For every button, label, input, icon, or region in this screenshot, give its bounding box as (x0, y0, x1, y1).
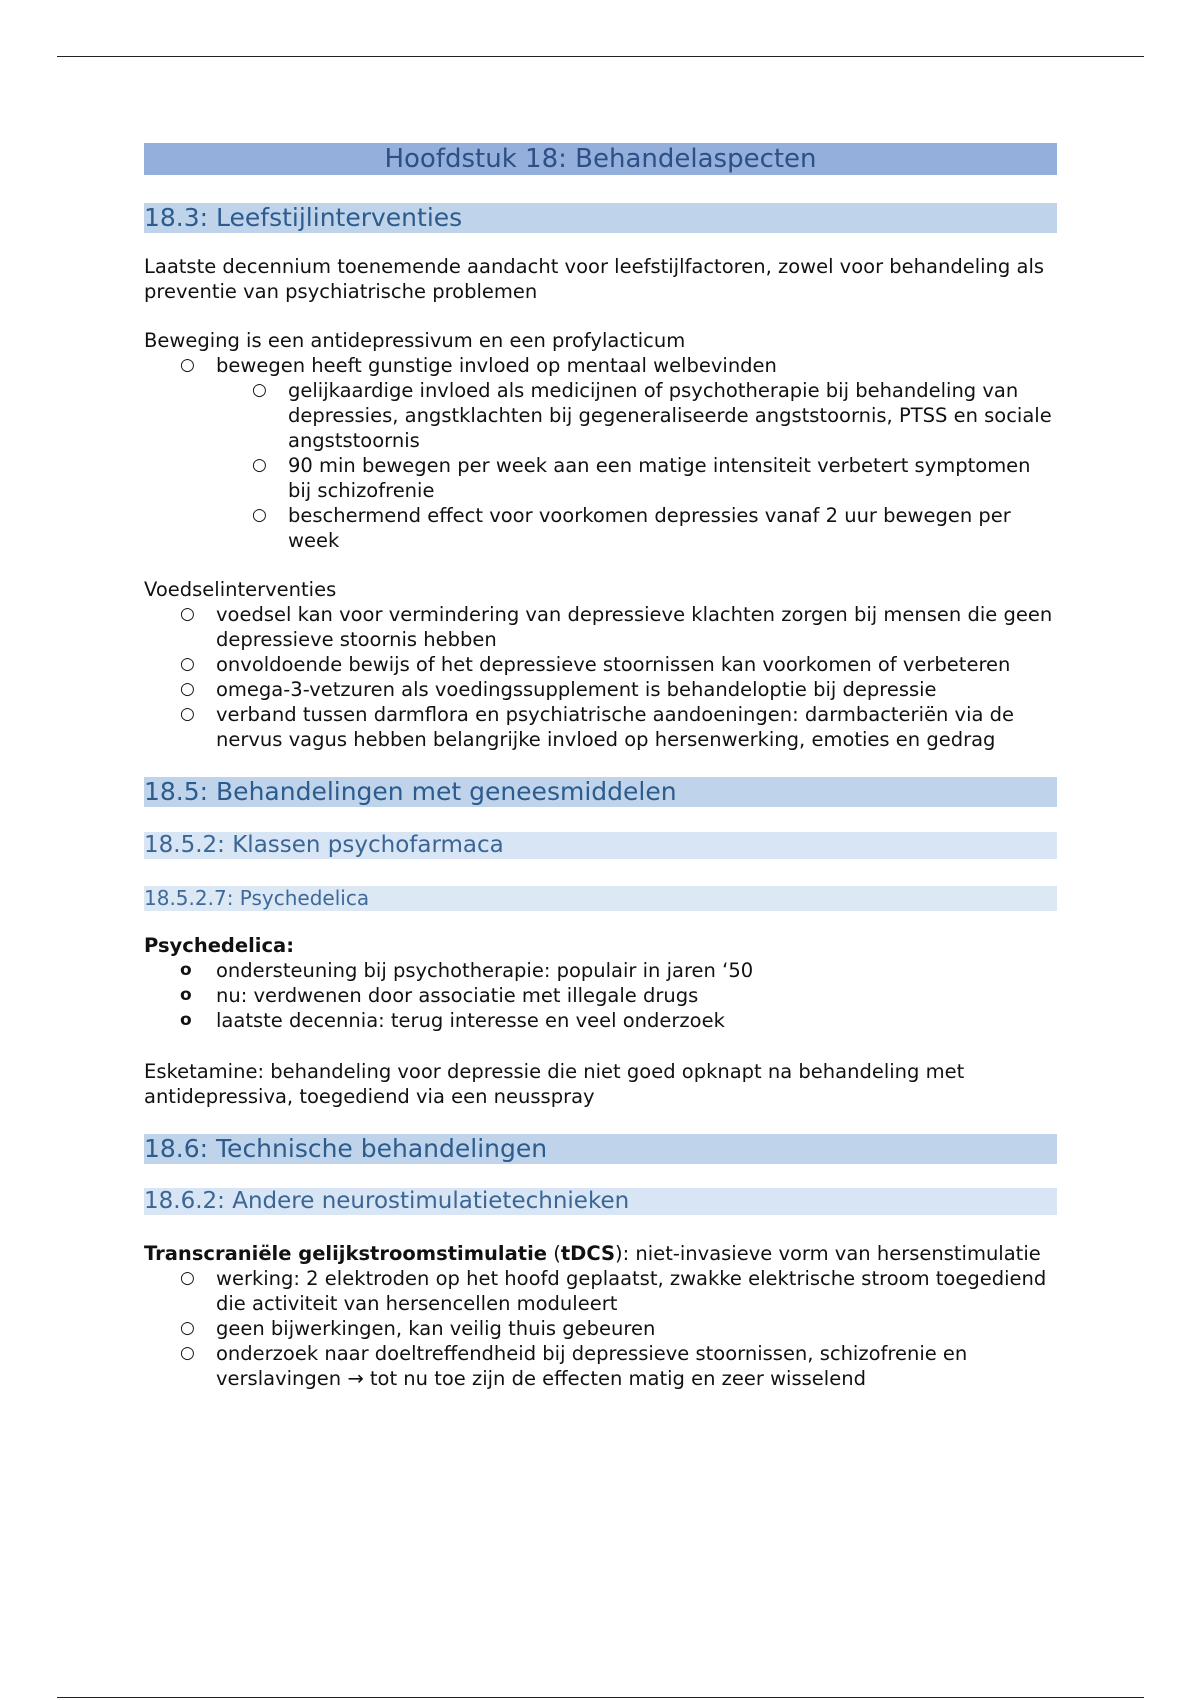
list-item: ○ voedsel kan voor vermindering van depressieve klachten zorgen bij mensen die geen depressieve stoornis hebben (180, 603, 1053, 651)
list-item: ○ verband tussen darmflora en psychiatrische aandoeningen: darmbacteriën via de nervus vagus hebben belangrijke invloed op hersenwerking, emoties en gedrag (180, 703, 1015, 751)
tdcs-abbr: tDCS (560, 1242, 616, 1265)
hollow-bullet-icon: ○ (180, 1268, 195, 1288)
subsection-heading-18-6-2: 18.6.2: Andere neurostimulatietechnieken (144, 1188, 1057, 1215)
tdcs-list (144, 1266, 1057, 1391)
voedsel-list (144, 602, 1057, 752)
page-top-rule (57, 56, 1144, 57)
list-item: ○ 90 min bewegen per week aan een matige intensiteit verbetert symptomen bij schizofrenie (252, 454, 1031, 502)
section-heading-18-5: 18.5: Behandelingen met geneesmiddelen (144, 777, 1057, 807)
subsection-heading-18-5-2: 18.5.2: Klassen psychofarmaca (144, 832, 1057, 859)
list-item: ○ onvoldoende bewijs of het depressieve stoornissen kan voorkomen of verbeteren (180, 653, 1011, 676)
list-item: o ondersteuning bij psychotherapie: populair in jaren ‘50 (180, 959, 754, 982)
section-heading-18-6: 18.6: Technische behandelingen (144, 1134, 1057, 1164)
leefstijl-intro: Laatste decennium toenemende aandacht voor leefstijlfactoren, zowel voor behandeling als preventie van psychiatrische problemen (144, 255, 1045, 303)
list-item: ○ onderzoek naar doeltreffendheid bij depressieve stoornissen, schizofrenie en verslavingen → tot nu toe zijn de effecten matig en zeer wisselend (180, 1342, 968, 1390)
hollow-bullet-icon: ○ (252, 505, 267, 525)
beweging-sublist (144, 378, 1057, 553)
beweging-list (144, 353, 1057, 378)
hollow-bullet-icon: ○ (180, 654, 195, 674)
beweging-lead: Beweging is een antidepressivum en een profylacticum (144, 329, 686, 352)
hollow-bullet-icon: ○ (180, 1318, 195, 1338)
hollow-bullet-icon: ○ (180, 355, 195, 375)
hollow-bullet-icon: ○ (252, 380, 267, 400)
list-item: o nu: verdwenen door associatie met illegale drugs (180, 984, 699, 1007)
bold-bullet-icon: o (180, 985, 192, 1005)
hollow-bullet-icon: ○ (180, 604, 195, 624)
page-content (144, 143, 1057, 1391)
tdcs-paragraph: Transcraniële gelijkstroomstimulatie (tDCS): niet-invasieve vorm van hersenstimulatie (144, 1242, 1041, 1265)
psychedelica-list (144, 958, 1057, 1033)
esketamine-paragraph: Esketamine: behandeling voor depressie die niet goed opknapt na behandeling met antidepressiva, toegediend via een neusspray (144, 1060, 965, 1108)
list-item: ○ beschermend effect voor voorkomen depressies vanaf 2 uur bewegen per week (252, 504, 1011, 552)
psychedelica-label: Psychedelica: (144, 934, 295, 957)
bold-bullet-icon: o (180, 1010, 192, 1030)
bold-bullet-icon: o (180, 960, 192, 980)
subsubsection-heading-18-5-2-7: 18.5.2.7: Psychedelica (144, 886, 1057, 911)
list-item: ○ bewegen heeft gunstige invloed op mentaal welbevinden (180, 354, 777, 377)
list-item: ○ omega-3-vetzuren als voedingssupplement is behandeloptie bij depressie (180, 678, 937, 701)
list-item: ○ geen bijwerkingen, kan veilig thuis gebeuren (180, 1317, 656, 1340)
hollow-bullet-icon: ○ (180, 1343, 195, 1363)
list-item: ○ gelijkaardige invloed als medicijnen of psychotherapie bij behandeling van depressies, angstklachten bij gegeneraliseerde angststoornis, PTSS en sociale angststoornis (252, 379, 1052, 452)
chapter-title: Hoofdstuk 18: Behandelaspecten (144, 143, 1057, 175)
voedsel-lead: Voedselinterventies (144, 578, 337, 601)
section-heading-18-3: 18.3: Leefstijlinterventies (144, 203, 1057, 233)
list-item: ○ werking: 2 elektroden op het hoofd geplaatst, zwakke elektrische stroom toegediend die activiteit van hersencellen moduleert (180, 1267, 1047, 1315)
page-bottom-rule (57, 1697, 1144, 1698)
hollow-bullet-icon: ○ (180, 704, 195, 724)
hollow-bullet-icon: ○ (252, 455, 267, 475)
tdcs-term: Transcraniële gelijkstroomstimulatie (144, 1242, 547, 1265)
list-item: o laatste decennia: terug interesse en veel onderzoek (180, 1009, 725, 1032)
hollow-bullet-icon: ○ (180, 679, 195, 699)
